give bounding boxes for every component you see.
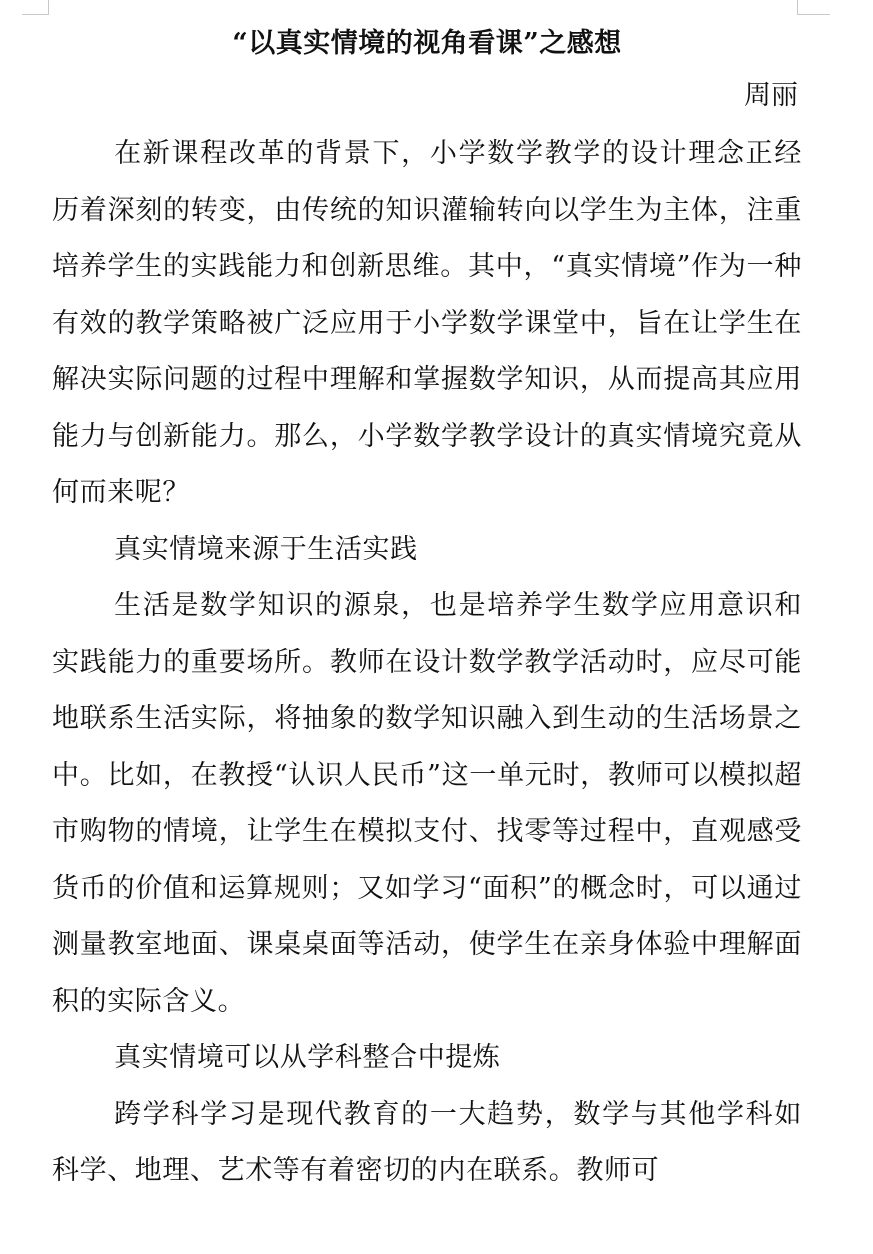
document-title: “以真实情境的视角看课”之感想 — [232, 28, 622, 59]
section-heading-life-practice: 真实情境来源于生活实践 — [114, 533, 418, 565]
document-page — [52, 22, 802, 1200]
document-author: 周丽 — [744, 80, 798, 111]
page-corner-mark-left — [22, 0, 49, 15]
section-body-life-practice: 生活是数学知识的源泉，也是培养学生数学应用意识和实践能力的重要场所。教师在设计数学教学活动时，应尽可能地联系生活实际，将抽象的数学知识融入到生动的生活场景之中。比如，在教授“认识人民币”这一单元时，教师可以模拟超市购物的情境，让学生在模拟支付、找零等过程中，直观感受货币的价值和运算规则；又如学习“面积”的概念时，可以通过测量教室地面、课桌桌面等活动，使学生在亲身体验中理解面积的实际含义。 — [52, 590, 802, 1017]
page-corner-mark-right — [797, 0, 830, 15]
section-body-subject-integration: 跨学科学习是现代教育的一大趋势，数学与其他学科如科学、地理、艺术等有着密切的内在联系。教师可 — [52, 1098, 802, 1186]
section-heading-subject-integration: 真实情境可以从学科整合中提炼 — [114, 1042, 501, 1073]
intro-paragraph: 在新课程改革的背景下，小学数学教学的设计理念正经历着深刻的转变，由传统的知识灌输转向以学生为主体，注重培养学生的实践能力和创新思维。其中，“真实情境”作为一种有效的教学策略被广泛应用于小学数学课堂中，旨在让学生在解决实际问题的过程中理解和掌握数学知识，从而提高其应用能力与创新能力。那么，小学数学教学设计的真实情境究竟从何而来呢？ — [52, 138, 802, 508]
